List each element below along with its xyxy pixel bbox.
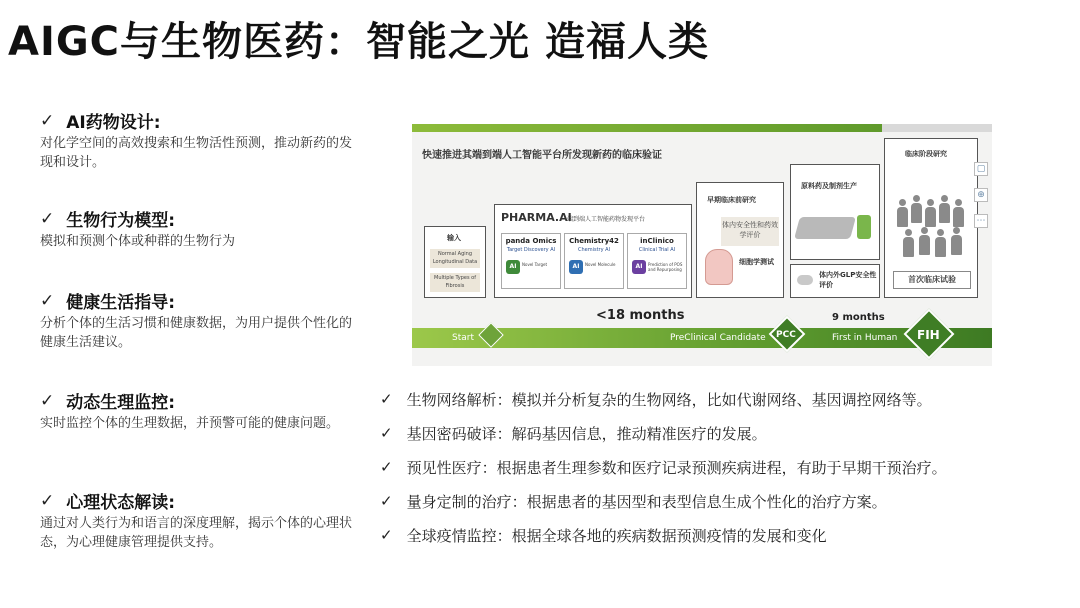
fih-badge-label: FIH <box>917 328 940 342</box>
feature-heading: 动态生理监控: <box>66 393 176 413</box>
feature-heading: 心理状态解读: <box>66 493 176 513</box>
pipeline-figure <box>412 124 992 366</box>
platform-card-chemistry42 <box>564 233 624 289</box>
list-item <box>380 382 1070 416</box>
person-icon <box>903 229 914 259</box>
right-feature-list <box>380 382 1070 552</box>
card-name: panda Omics <box>505 237 557 245</box>
chip-sub: Novel Target <box>522 262 548 267</box>
check-icon: ✓ <box>40 110 55 131</box>
ai-chip-icon: AI <box>569 260 583 274</box>
feature-heading: 健康生活指导: <box>66 293 176 313</box>
ai-chip-icon: AI <box>506 260 520 274</box>
preclinical-label: 早期临床前研究 <box>707 196 756 204</box>
api-label: 原料药及制剂生产 <box>801 182 857 190</box>
chip-sub: Prediction of POS and Repurposing <box>648 262 683 272</box>
person-icon <box>919 227 930 257</box>
cell-test-label: 细胞学测试 <box>739 258 774 266</box>
platform-title: PHARMA.AI <box>501 211 572 224</box>
feature-item-psych-state <box>40 488 352 552</box>
clinical-label: 临床阶段研究 <box>905 150 947 158</box>
figure-top-bar <box>412 124 882 132</box>
list-item <box>380 484 1070 518</box>
input-item: Multiple Types of Fibrosis <box>430 273 480 292</box>
person-icon <box>911 195 922 225</box>
check-icon: ✓ <box>380 526 393 544</box>
feature-description: 模拟和预测个体或种群的生物行为 <box>40 234 236 249</box>
check-icon: ✓ <box>380 424 393 442</box>
glp-label: 体内外GLP安全性评价 <box>819 271 877 289</box>
list-item-text: 基因密码破译：解码基因信息，推动精准医疗的发展。 <box>406 424 767 443</box>
ai-chip-icon: AI <box>632 260 646 274</box>
platform-card-inclinico <box>627 233 687 289</box>
person-icon <box>951 227 962 257</box>
check-icon: ✓ <box>40 208 55 229</box>
check-icon: ✓ <box>380 458 393 476</box>
list-item <box>380 416 1070 450</box>
person-icon <box>953 199 964 229</box>
check-icon: ✓ <box>40 290 55 311</box>
list-item-text: 预见性医疗：根据患者生理参数和医疗记录预测疾病进程，有助于早期干预治疗。 <box>406 458 947 477</box>
figure-top-bar-fade <box>882 124 992 132</box>
feature-description: 对化学空间的高效搜索和生物活性预测，推动新药的发现和设计。 <box>40 136 353 170</box>
feature-description: 分析个体的生活习惯和健康数据，为用户提供个性化的健康生活建议。 <box>40 316 353 350</box>
glp-box <box>790 264 880 298</box>
page-title: AIGC与生物医药：智能之光 造福人类 <box>8 19 709 65</box>
more-icon[interactable]: ⋯ <box>974 214 988 228</box>
feature-description: 实时监控个体的生理数据，并预警可能的健康问题。 <box>40 416 340 431</box>
platform-card-pandaomics <box>501 233 561 289</box>
input-box-label: 输入 <box>447 234 461 242</box>
feature-item-behavior-model <box>40 206 352 251</box>
card-sub: Target Discovery AI <box>506 247 556 253</box>
input-box <box>424 226 486 298</box>
platform-subtitle: 端到端人工智能药物发现平台 <box>567 216 646 223</box>
pharma-ai-platform-box <box>494 204 692 298</box>
vial-icon <box>857 215 871 239</box>
clinical-box <box>884 138 978 298</box>
first-clinical-trial: 首次临床试验 <box>893 271 971 289</box>
card-sub: Clinical Trial AI <box>638 247 676 253</box>
person-icon <box>925 199 936 229</box>
list-item-text: 全球疫情监控：根据全球各地的疾病数据预测疫情的发展和变化 <box>406 526 827 545</box>
pill-icon <box>797 275 813 285</box>
person-icon <box>935 229 946 259</box>
feature-description: 通过对人类行为和语言的深度理解，揭示个体的心理状态，为心理健康管理提供支持。 <box>40 516 353 550</box>
person-icon <box>897 199 908 229</box>
list-item-text: 量身定制的治疗：根据患者的基因型和表型信息生成个性化的治疗方案。 <box>406 492 887 511</box>
list-item <box>380 450 1070 484</box>
feature-heading: 生物行为模型: <box>66 211 176 231</box>
check-icon: ✓ <box>380 390 393 408</box>
input-item: Normal Aging Longitudinal Data <box>430 249 480 268</box>
api-production-box <box>790 164 880 260</box>
feature-item-drug-design <box>40 108 352 172</box>
timeline-pcc-text: PreClinical Candidate <box>670 333 766 343</box>
person-icon <box>939 195 950 225</box>
check-icon: ✓ <box>40 490 55 511</box>
timeline-fih-text: First in Human <box>832 333 898 343</box>
timeline-start: Start <box>452 333 474 343</box>
preclinical-box <box>696 182 784 298</box>
list-item <box>380 518 1070 552</box>
feature-item-physiology-monitor <box>40 388 352 433</box>
image-tool-icon[interactable]: ▢ <box>974 162 988 176</box>
check-icon: ✓ <box>380 492 393 510</box>
card-name: inClinico <box>640 237 674 245</box>
pcc-badge-label: PCC <box>776 330 796 340</box>
feature-item-health-guidance <box>40 288 352 352</box>
card-sub: Chemistry AI <box>577 247 611 253</box>
card-name: Chemistry42 <box>569 237 619 245</box>
preclinical-safety: 体内安全性和药效学评价 <box>721 217 779 246</box>
list-item-text: 生物网络解析：模拟并分析复杂的生物网络，比如代谢网络、基因调控网络等。 <box>406 390 932 409</box>
months-18-label: <18 months <box>596 308 685 323</box>
chip-sub: Novel Molecule <box>585 262 616 267</box>
conveyor-icon <box>794 217 856 239</box>
figure-header: 快速推进其端到端人工智能平台所发现新药的临床验证 <box>422 150 662 161</box>
zoom-icon[interactable]: ⊕ <box>974 188 988 202</box>
months-9-label: 9 months <box>832 312 885 323</box>
lungs-icon <box>705 249 733 285</box>
feature-heading: AI药物设计: <box>66 113 161 133</box>
check-icon: ✓ <box>40 390 55 411</box>
